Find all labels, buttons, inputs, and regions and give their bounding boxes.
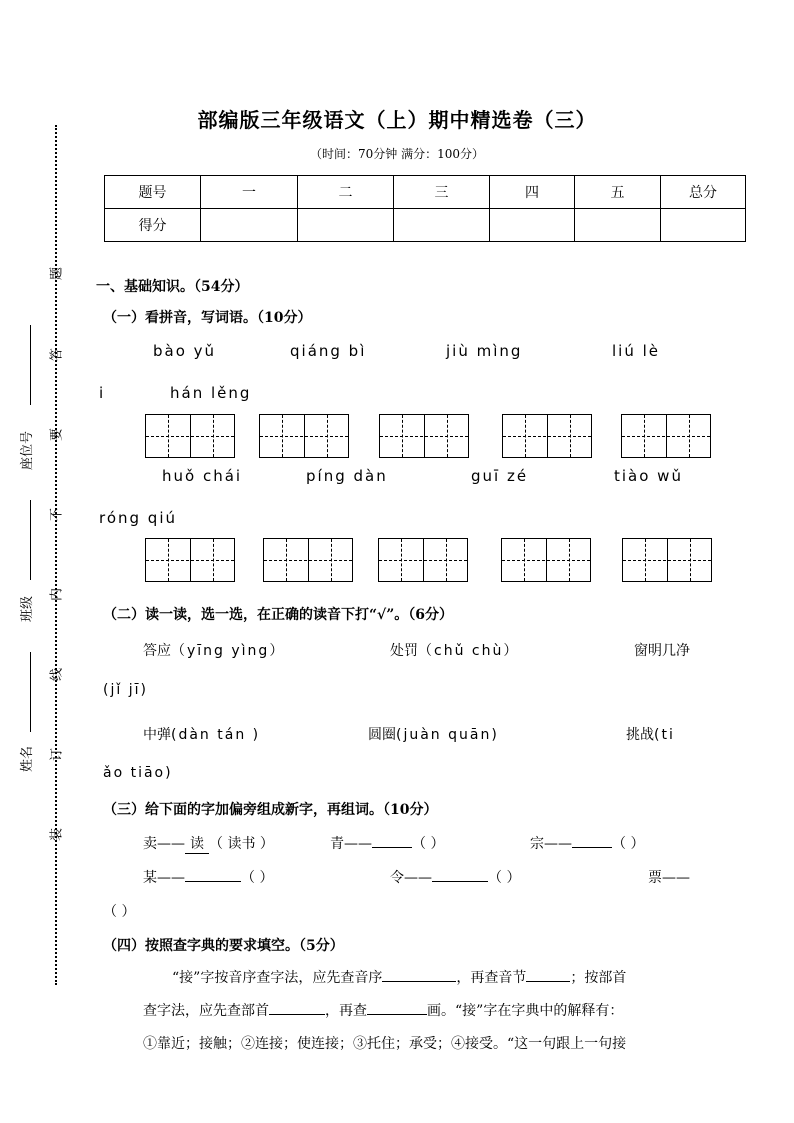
dash: ——: [157, 870, 185, 886]
dash: ——: [662, 870, 690, 886]
word-blank[interactable]: （ ）: [412, 836, 445, 852]
table-header-cell: 题号: [105, 176, 201, 209]
radical-item: [143, 867, 273, 887]
writing-grid[interactable]: [145, 538, 235, 582]
text: ，再查: [325, 1003, 367, 1019]
writing-grid[interactable]: [501, 538, 591, 582]
choice-pinyin: (ti: [654, 727, 675, 743]
base-char: 某: [143, 870, 157, 886]
radical-item: [648, 867, 690, 887]
writing-grid[interactable]: [259, 414, 349, 458]
table-header-cell: 四: [490, 176, 575, 209]
pinyin-prompt: huǒ chái: [162, 467, 243, 485]
text: ，再查音节: [456, 970, 527, 986]
choice-item[interactable]: [143, 724, 260, 744]
radical-item: [143, 833, 274, 854]
paragraph-line: [143, 1000, 623, 1020]
table-header-cell: 一: [201, 176, 298, 209]
paragraph-line: ①靠近；接触；②连接；使连接；③托住；承受；④接受。“这一句跟上一句接: [143, 1036, 627, 1052]
binding-dotted-line: [55, 125, 57, 985]
part-heading: （四）按照查字典的要求填空。（5分）: [103, 938, 344, 954]
pinyin-prompt: hán lěng: [170, 384, 252, 402]
choice-pinyin: (juàn quān): [396, 727, 499, 743]
seat-number-label: 座位号: [20, 430, 35, 470]
part-heading: （三）给下面的字加偏旁组成新字，再组词。（10分）: [103, 802, 438, 818]
name-label: 姓名: [20, 745, 35, 772]
base-char: 宗: [530, 836, 544, 852]
pinyin-prompt: róng qiú: [99, 509, 178, 527]
table-header-cell: 三: [394, 176, 490, 209]
margin-char: 要: [49, 428, 65, 442]
part-heading: （二）读一读，选一选，在正确的读音下打“√”。（6分）: [103, 607, 454, 623]
score-table: [104, 175, 746, 242]
word-blank[interactable]: （ ）: [241, 870, 274, 886]
pinyin-prompt: jiù mìng: [446, 342, 523, 360]
dash: ——: [157, 836, 185, 852]
radical-item: [390, 867, 520, 887]
choice-word: 圆圈: [368, 727, 396, 743]
pinyin-prompt: qiáng bì: [290, 342, 367, 360]
score-cell[interactable]: [201, 209, 298, 242]
choice-pinyin-wrap[interactable]: (jǐ jī): [103, 682, 148, 698]
choice-item[interactable]: [143, 640, 285, 660]
dash: ——: [404, 870, 432, 886]
pinyin-prompt: guī zé: [471, 467, 529, 485]
margin-char: 题: [49, 267, 65, 281]
writing-grid[interactable]: [263, 538, 353, 582]
text: 查字法，应先查部首: [143, 1003, 269, 1019]
table-row: [105, 176, 746, 209]
margin-char: 装: [49, 828, 65, 842]
choice-word: 中弹: [143, 727, 171, 743]
score-cell[interactable]: [575, 209, 661, 242]
part-heading: （一）看拼音，写词语。（10分）: [103, 310, 312, 326]
pinyin-prompt: bào yǔ: [153, 342, 217, 360]
score-cell[interactable]: [490, 209, 575, 242]
page-title: 部编版三年级语文（上）期中精选卷（三）: [197, 108, 597, 132]
section-heading: 一、基础知识。（54分）: [96, 279, 249, 295]
score-cell[interactable]: [298, 209, 394, 242]
base-char: 票: [648, 870, 662, 886]
margin-char: 内: [49, 588, 65, 602]
choice-pinyin: （chǔ chù）: [418, 643, 520, 659]
fill-blank[interactable]: [269, 1014, 325, 1015]
table-header-cell: 五: [575, 176, 661, 209]
writing-grid[interactable]: [622, 538, 712, 582]
word-blank[interactable]: （ ）: [612, 836, 645, 852]
pinyin-wrap: i: [99, 384, 106, 402]
class-label: 班级: [20, 595, 35, 622]
margin-char: 线: [49, 668, 65, 682]
choice-pinyin: （yīng yìng）: [171, 643, 286, 659]
pinyin-prompt: píng dàn: [306, 467, 388, 485]
choice-item[interactable]: [368, 724, 499, 744]
radical-item: [330, 833, 444, 853]
choice-word: 答应: [143, 643, 171, 659]
word-blank[interactable]: （ ）: [103, 904, 136, 920]
choice-item[interactable]: [634, 640, 690, 660]
dash: ——: [544, 836, 572, 852]
score-cell[interactable]: [394, 209, 490, 242]
choice-item[interactable]: [626, 724, 675, 744]
choice-pinyin: (dàn tán ): [171, 727, 261, 743]
table-row: [105, 209, 746, 242]
base-char: 卖: [143, 836, 157, 852]
text: ；按部首: [570, 970, 627, 986]
answer-blank[interactable]: [185, 881, 241, 882]
choice-word: 处罚: [390, 643, 418, 659]
margin-char: 订: [49, 748, 65, 762]
writing-grid[interactable]: [145, 414, 235, 458]
writing-grid[interactable]: [378, 538, 468, 582]
margin-char: 答: [49, 348, 65, 362]
choice-word: 窗明几净: [634, 643, 690, 659]
score-row-label: 得分: [105, 209, 201, 242]
score-cell[interactable]: [661, 209, 746, 242]
fill-blank[interactable]: [367, 1014, 427, 1015]
writing-grid[interactable]: [502, 414, 592, 458]
word-blank[interactable]: （ ）: [488, 870, 521, 886]
pinyin-prompt: tiào wǔ: [614, 467, 683, 485]
class-line: [30, 500, 31, 580]
table-header-cell: 总分: [661, 176, 746, 209]
radical-item: [530, 833, 644, 853]
pinyin-prompt: liú lè: [612, 342, 661, 360]
paragraph-line: [172, 967, 626, 987]
writing-grid[interactable]: [379, 414, 469, 458]
answer-blank[interactable]: [432, 881, 488, 882]
answer-blank[interactable]: 读: [185, 833, 209, 854]
exam-info: （时间：70分钟 满分：100分）: [310, 147, 484, 161]
answer-blank[interactable]: [372, 847, 412, 848]
table-header-cell: 二: [298, 176, 394, 209]
text: “接”字按音序查字法，应先查音序: [172, 970, 383, 986]
dash: ——: [344, 836, 372, 852]
choice-item[interactable]: [390, 640, 519, 660]
base-char: 令: [390, 870, 404, 886]
word-blank[interactable]: （ 读书 ）: [209, 836, 274, 852]
name-line: [30, 652, 31, 732]
base-char: 青: [330, 836, 344, 852]
choice-pinyin-wrap[interactable]: ǎo tiāo): [103, 765, 173, 781]
fill-blank[interactable]: [382, 981, 456, 982]
margin-char: 不: [49, 508, 65, 522]
fill-blank[interactable]: [526, 981, 570, 982]
choice-word: 挑战: [626, 727, 654, 743]
writing-grid[interactable]: [621, 414, 711, 458]
answer-blank[interactable]: [572, 847, 612, 848]
seat-number-line: [30, 325, 31, 405]
text: 画。“接”字在字典中的解释有：: [427, 1003, 624, 1019]
